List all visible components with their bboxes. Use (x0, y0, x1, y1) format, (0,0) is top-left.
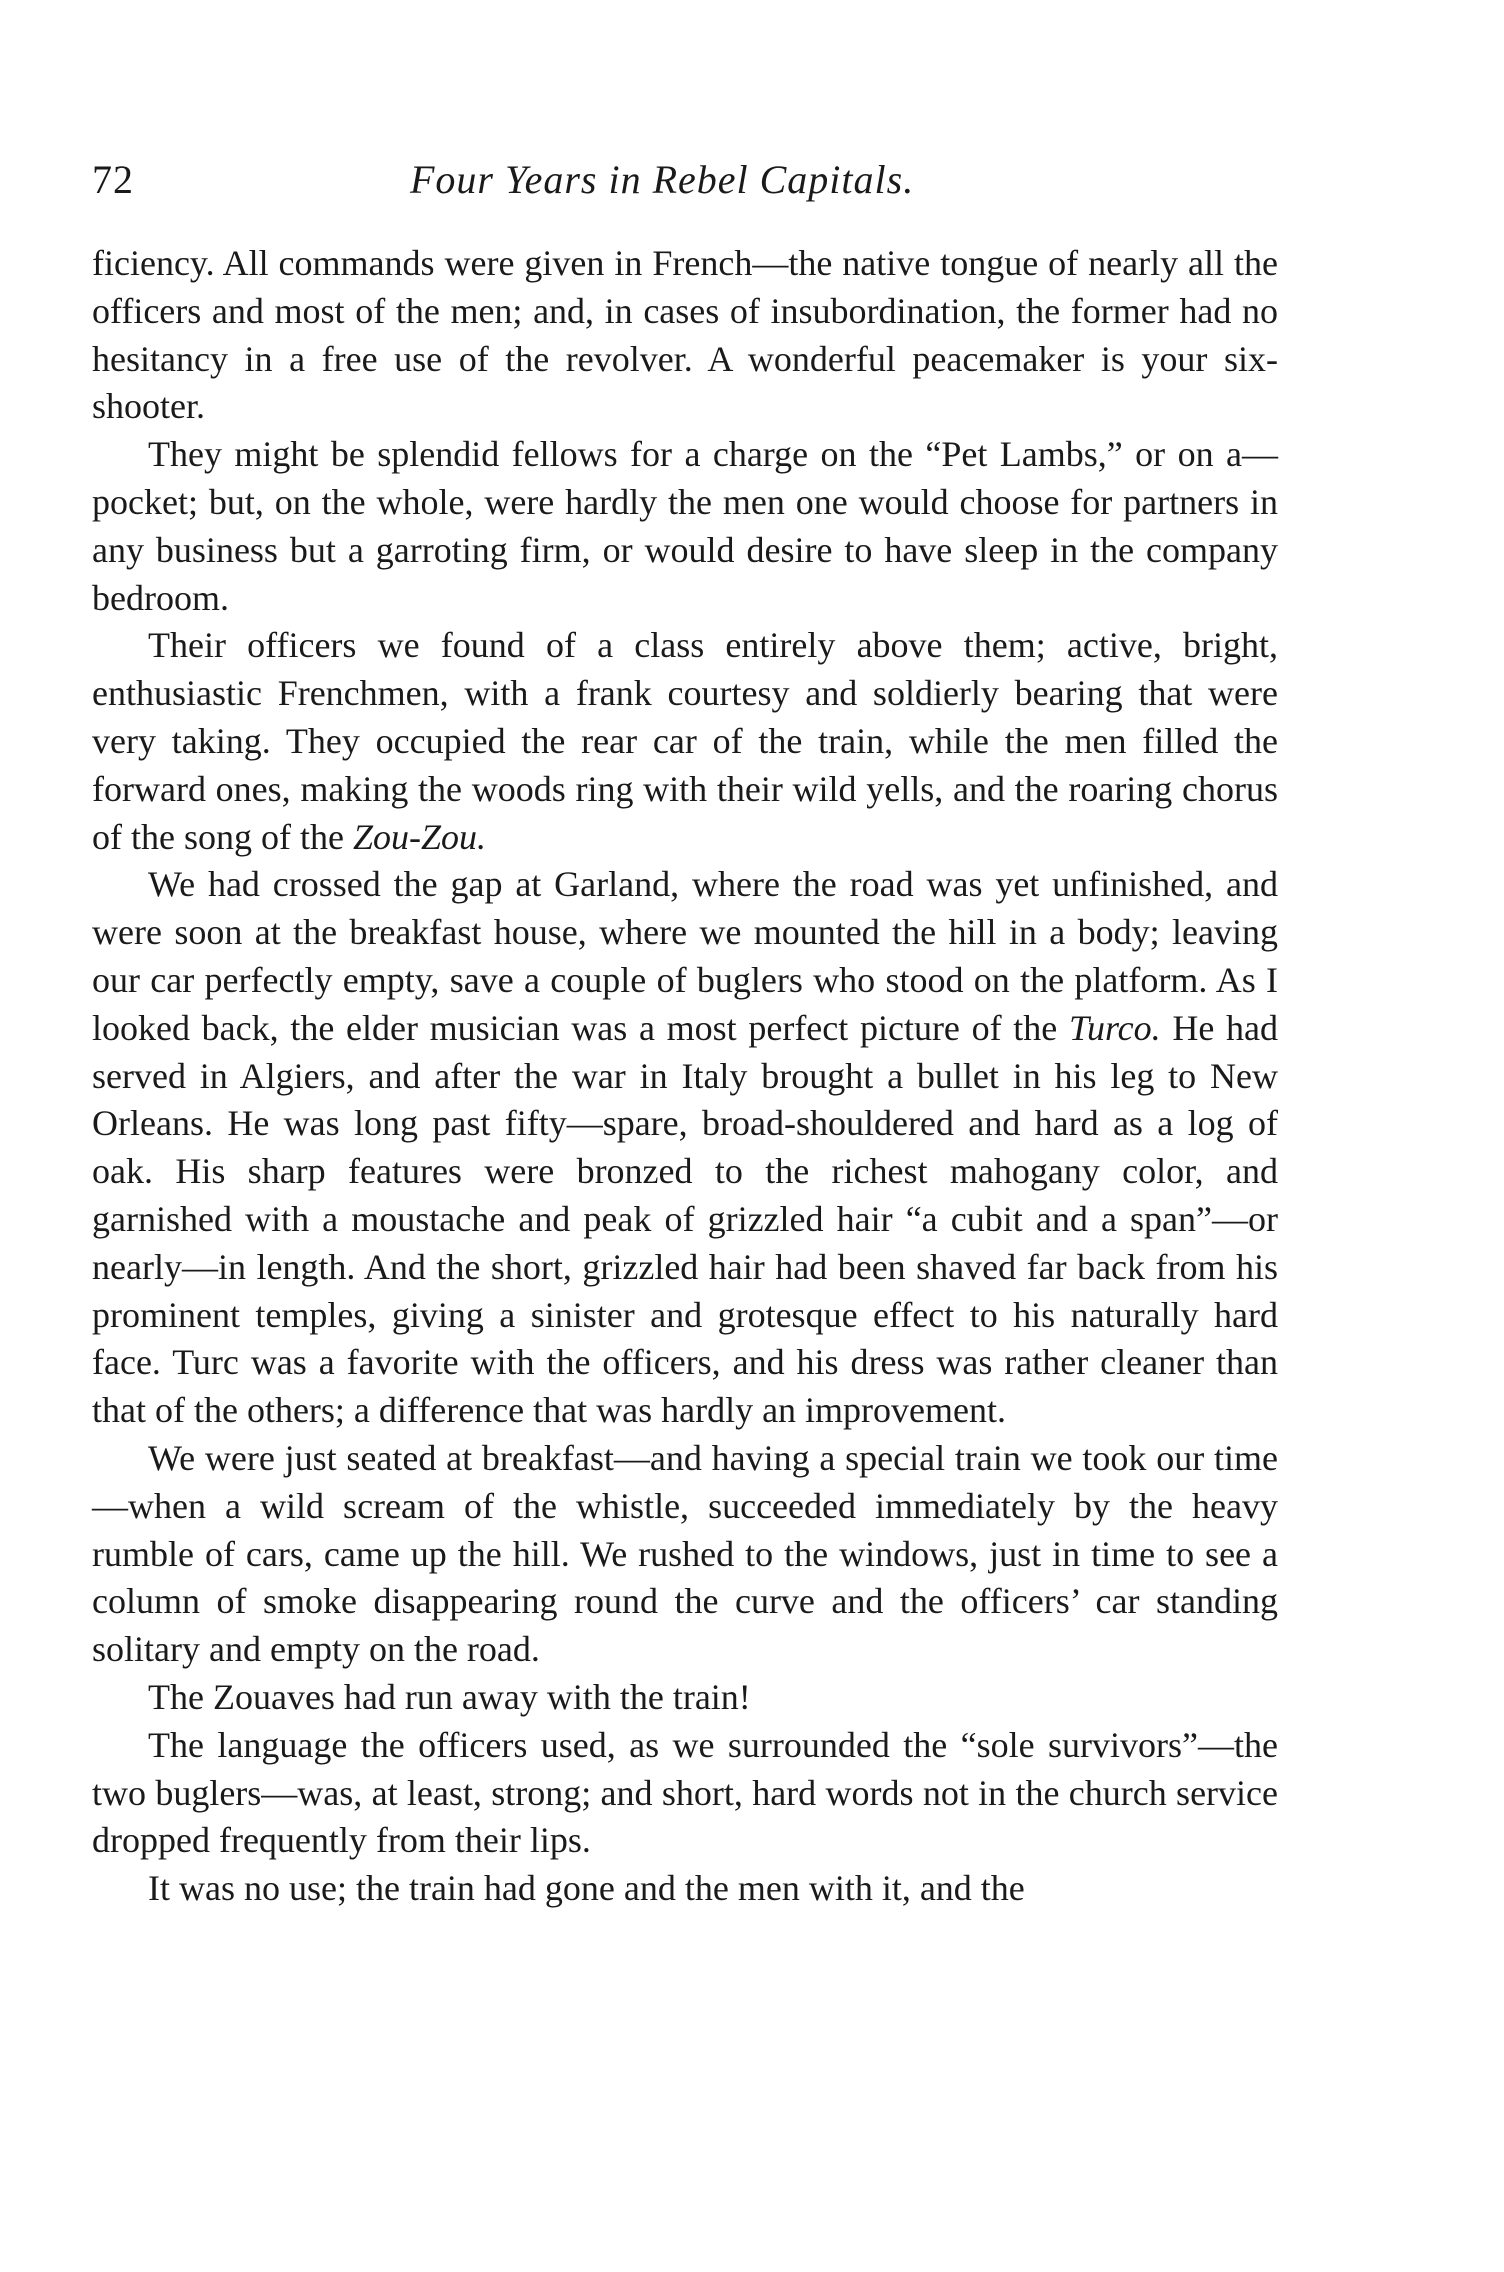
paragraph-text: ficiency. All commands were given in French—the native tongue of nearly all the officers and most of the men; and, in cases of insubordination, the former had no hesitancy in a free use of the revolver. A wonderful peacemaker is your six-shooter. (92, 243, 1278, 427)
paragraph-1 (92, 240, 1278, 431)
paragraph-4 (92, 861, 1278, 1435)
paragraph-text: He had served in Algiers, and after the war in Italy brought a bullet in his leg to New Orleans. He was long past fifty—spare, broad-shouldered and hard as a log of oak. His sharp features were bronzed to the richest mahogany color, and garnished with a moustache and peak of grizzled hair “a cubit and a span”—or nearly—in length. And the short, grizzled hair had been shaved far back from his prominent temples, giving a sinister and grotesque effect to his naturally hard face. Turc was a favorite with the officers, and his dress was rather cleaner than that of the others; a difference that was hardly an improvement. (92, 1007, 1278, 1431)
paragraph-3 (92, 622, 1278, 861)
paragraph-text: They might be splendid fellows for a charge on the “Pet Lambs,” or on a—pocket; but, on the whole, were hardly the men one would choose for partners in any business but a garroting firm, or would desire to have sleep in the company bedroom. (92, 434, 1278, 618)
italic-text: Turco. (1068, 1007, 1161, 1048)
paragraph-text: We had crossed the gap at Garland, where the road was yet unfinished, and were soon at the breakfast house, where we mounted the hill in a body; leaving our car perfectly empty, save a couple of buglers who stood on the platform. As I looked back, the elder musician was a most perfect picture of the (92, 864, 1278, 1048)
paragraph-6 (92, 1674, 1278, 1722)
paragraph-2 (92, 431, 1278, 622)
running-title: Four Years in Rebel Capitals. (410, 157, 915, 202)
italic-text: Zou-Zou. (352, 816, 486, 857)
book-page (92, 150, 1278, 1913)
paragraph-7 (92, 1722, 1278, 1865)
paragraph-text: We were just seated at breakfast—and having a special train we took our time—when a wild scream of the whistle, succeeded immediately by the heavy rumble of cars, came up the hill. We rushed to the windows, just in time to see a column of smoke disappearing round the curve and the officers’ car standing solitary and empty on the road. (92, 1437, 1278, 1670)
paragraph-8 (92, 1865, 1278, 1913)
running-head (92, 150, 1278, 210)
paragraph-text: Their officers we found of a class entirely above them; active, bright, enthusiastic Frenchmen, with a frank courtesy and soldierly bearing that were very taking. They occupied the rear car of the train, while the men filled the forward ones, making the woods ring with their wild yells, and the roaring chorus of the song of the (92, 625, 1278, 857)
paragraph-text: The Zouaves had run away with the train! (148, 1676, 751, 1717)
body-text (92, 240, 1278, 1913)
page-number: 72 (92, 157, 134, 202)
paragraph-text: The language the officers used, as we surrounded the “sole survivors”—the two buglers—was, at least, strong; and short, hard words not in the church service dropped frequently from their lips. (92, 1724, 1278, 1861)
paragraph-5 (92, 1435, 1278, 1674)
paragraph-text: It was no use; the train had gone and the men with it, and the (148, 1868, 1025, 1909)
